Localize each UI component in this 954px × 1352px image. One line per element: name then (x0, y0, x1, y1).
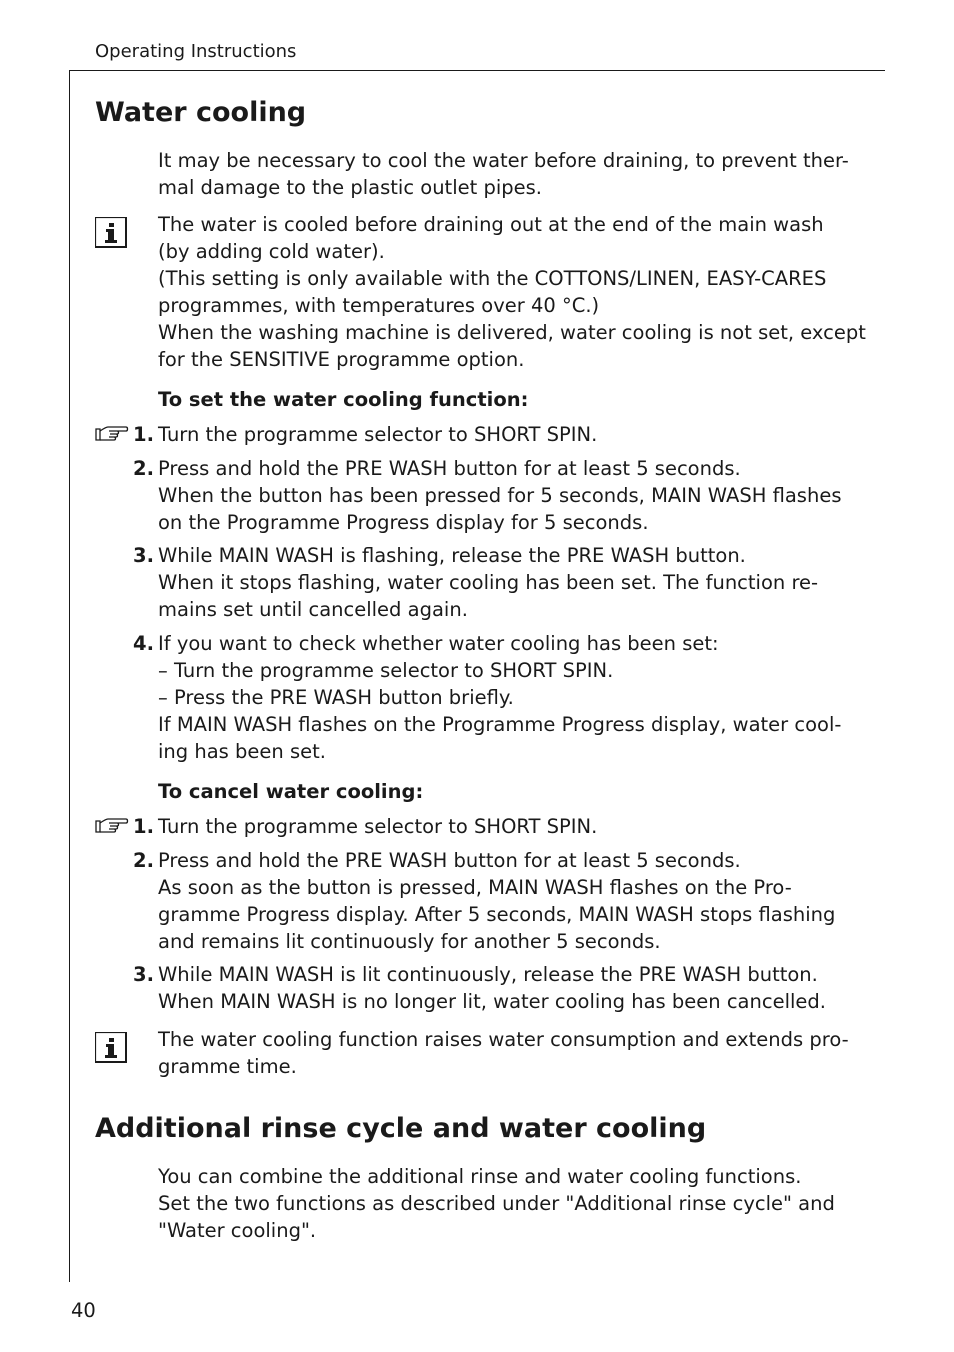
step-number: 1. (133, 815, 154, 838)
step-line: When it stops flashing, water cooling has been set. The function re- (158, 571, 819, 594)
section-heading-water-cooling: Water cooling (95, 97, 307, 128)
info-line: programmes, with temperatures over 40 °C.) (158, 294, 600, 317)
step-line: If you want to check whether water cooling has been set: (158, 632, 719, 655)
step-number: 2. (133, 457, 154, 480)
section-heading-additional-rinse: Additional rinse cycle and water cooling (95, 1113, 707, 1144)
step-line: Press and hold the PRE WASH button for at least 5 seconds. (158, 457, 741, 480)
step-number: 3. (133, 963, 154, 986)
step-line: While MAIN WASH is lit continuously, release the PRE WASH button. (158, 963, 818, 986)
step-number: 4. (133, 632, 154, 655)
running-header: Operating Instructions (95, 41, 297, 62)
step-line: on the Programme Progress display for 5 seconds. (158, 511, 649, 534)
margin-rule (69, 70, 70, 1282)
step-line: Turn the programme selector to SHORT SPIN. (158, 423, 598, 446)
set-subheading: To set the water cooling function: (158, 388, 529, 411)
body-line: You can combine the additional rinse and water cooling functions. (158, 1165, 802, 1188)
step-number: 1. (133, 423, 154, 446)
info-line: (by adding cold water). (158, 240, 385, 263)
cancel-subheading: To cancel water cooling: (158, 780, 424, 803)
step-line: When MAIN WASH is no longer lit, water cooling has been cancelled. (158, 990, 826, 1013)
step-line: If MAIN WASH flashes on the Programme Progress display, water cool- (158, 713, 842, 736)
pointing-hand-icon (95, 815, 129, 837)
step-line: Press and hold the PRE WASH button for at least 5 seconds. (158, 849, 741, 872)
step-line: – Turn the programme selector to SHORT SPIN. (158, 659, 614, 682)
step-line: ing has been set. (158, 740, 326, 763)
step-number: 3. (133, 544, 154, 567)
info-line: When the washing machine is delivered, water cooling is not set, except (158, 321, 866, 344)
body-line: Set the two functions as described under "Additional rinse cycle" and (158, 1192, 835, 1215)
info-line: (This setting is only available with the COTTONS/LINEN, EASY-CARES (158, 267, 827, 290)
info-line: gramme time. (158, 1055, 297, 1078)
step-line: gramme Progress display. After 5 seconds, MAIN WASH stops flashing (158, 903, 836, 926)
info-line: The water cooling function raises water consumption and extends pro- (158, 1028, 849, 1051)
step-line: mains set until cancelled again. (158, 598, 468, 621)
info-icon (95, 217, 127, 248)
step-line: Turn the programme selector to SHORT SPIN. (158, 815, 598, 838)
header-rule (70, 70, 885, 71)
info-line: for the SENSITIVE programme option. (158, 348, 525, 371)
pointing-hand-icon (95, 423, 129, 445)
step-line: and remains lit continuously for another 5 seconds. (158, 930, 661, 953)
step-line: – Press the PRE WASH button briefly. (158, 686, 514, 709)
step-line: As soon as the button is pressed, MAIN WASH flashes on the Pro- (158, 876, 792, 899)
page-number: 40 (71, 1299, 96, 1322)
intro-line: It may be necessary to cool the water before draining, to prevent ther- (158, 149, 849, 172)
step-line: While MAIN WASH is flashing, release the PRE WASH button. (158, 544, 746, 567)
step-line: When the button has been pressed for 5 seconds, MAIN WASH flashes (158, 484, 842, 507)
step-number: 2. (133, 849, 154, 872)
body-line: "Water cooling". (158, 1219, 317, 1242)
info-line: The water is cooled before draining out at the end of the main wash (158, 213, 824, 236)
intro-line: mal damage to the plastic outlet pipes. (158, 176, 542, 199)
info-icon (95, 1032, 127, 1063)
